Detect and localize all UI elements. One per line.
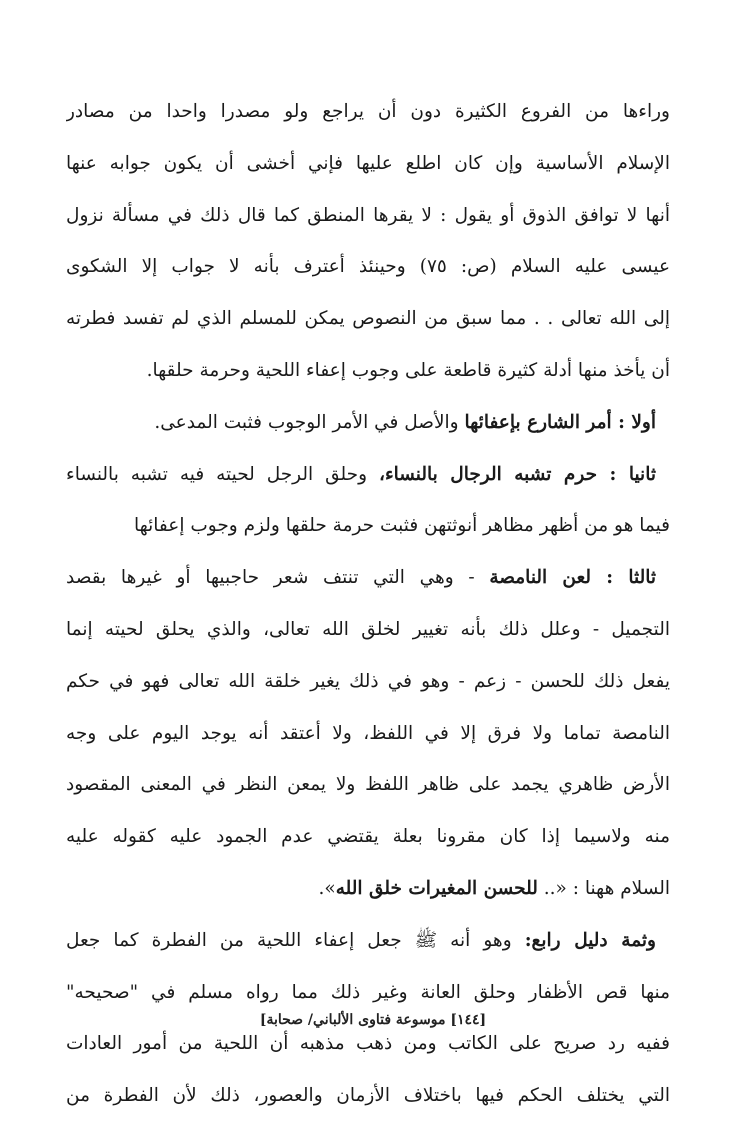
text-line (66, 86, 670, 138)
text-line (66, 759, 670, 811)
text-line (66, 500, 670, 552)
bold-lead: وثمة دليل رابع: (524, 929, 656, 951)
text-line (66, 552, 670, 604)
bold-lead: ثالثا : لعن النامصة (489, 567, 656, 589)
line-text: وحلق الرجل لحيته فيه تشبه بالنساء (66, 463, 379, 485)
line-text: إلى الله تعالى . . مما سبق من النصوص يمكن للمسلم الذي لم تفسد فطرته (66, 308, 670, 330)
text-line (66, 397, 670, 449)
line-text: أن يأخذ منها أدلة كثيرة قاطعة على وجوب إعفاء اللحية وحرمة حلقها. (146, 359, 670, 381)
text-line (66, 1070, 670, 1122)
line-text: عيسى عليه السلام (ص: ٧٥) وحينئذ أعترف بأنه لا جواب إلا الشكوى (66, 256, 670, 278)
text-line (66, 345, 670, 397)
bold-quote: للحسن المغيرات خلق الله (335, 877, 538, 899)
text-line (66, 449, 670, 501)
text-line (66, 915, 670, 967)
line-text: - وهي التي تنتف شعر حاجبيها أو غيرها بقصد (66, 567, 490, 589)
bold-lead: أولا : أمر الشارع بإعفائها (464, 411, 656, 433)
line-text: فيما هو من أظهر مظاهر أنوثتهن فثبت حرمة حلقها ولزم وجوب إعفائها (133, 515, 670, 537)
line-text: السلام ههنا : «.. (537, 877, 670, 899)
line-text: ففيه رد صريح على الكاتب ومن ذهب مذهبه أن اللحية من أمور العادات (66, 1033, 670, 1055)
line-text: النامصة تماما ولا فرق إلا في اللفظ، ولا أعتقد أنه يوجد اليوم على وجه (66, 722, 670, 744)
line-text: الأرض ظاهري يجمد على ظاهر اللفظ ولا يمعن النظر في المعنى المقصود (66, 774, 670, 796)
page-footer: [١٤٤] موسوعة فتاوى الألباني/ صحابة] (259, 1012, 487, 1028)
text-line (66, 604, 670, 656)
text-line (66, 656, 670, 708)
text-line (66, 190, 670, 242)
text-line (66, 138, 670, 190)
line-text: الإسلام الأساسية وإن كان اطلع عليها فإني أخشى أن يكون جوابه عنها (66, 152, 670, 174)
text-line (66, 967, 670, 1019)
text-line (66, 708, 670, 760)
line-text: وهو أنه ﷺ جعل إعفاء اللحية من الفطرة كما جعل (66, 929, 525, 951)
line-text: التي يختلف الحكم فيها باختلاف الأزمان والعصور، ذلك لأن الفطرة من (66, 1085, 670, 1107)
line-text-end: ». (318, 877, 336, 899)
text-line (66, 241, 670, 293)
page-body (66, 86, 670, 1122)
bold-lead: ثانيا : حرم تشبه الرجال بالنساء، (378, 463, 656, 485)
line-text: منها قص الأظفار وحلق العانة وغير ذلك مما رواه مسلم في "صحيحه" (66, 981, 670, 1003)
line-text: يفعل ذلك للحسن - زعم - وهو في ذلك يغير خلقة الله تعالى فهو في حكم (66, 670, 670, 692)
text-line (66, 863, 670, 915)
line-text: منه ولاسيما إذا كان مقرونا بعلة يقتضي عدم الجمود عليه كقوله عليه (66, 826, 670, 848)
line-text: التجميل - وعلل ذلك بأنه تغيير لخلق الله تعالى، والذي يحلق لحيته إنما (66, 618, 670, 640)
line-text: أنها لا توافق الذوق أو يقول : لا يقرها المنطق كما قال ذلك في مسألة نزول (66, 204, 670, 226)
line-text: والأصل في الأمر الوجوب فثبت المدعى. (154, 411, 465, 433)
line-text: وراءها من الفروع الكثيرة دون أن يراجع ولو مصدرا واحدا من مصادر (66, 101, 670, 122)
text-line (66, 811, 670, 863)
text-line (66, 293, 670, 345)
